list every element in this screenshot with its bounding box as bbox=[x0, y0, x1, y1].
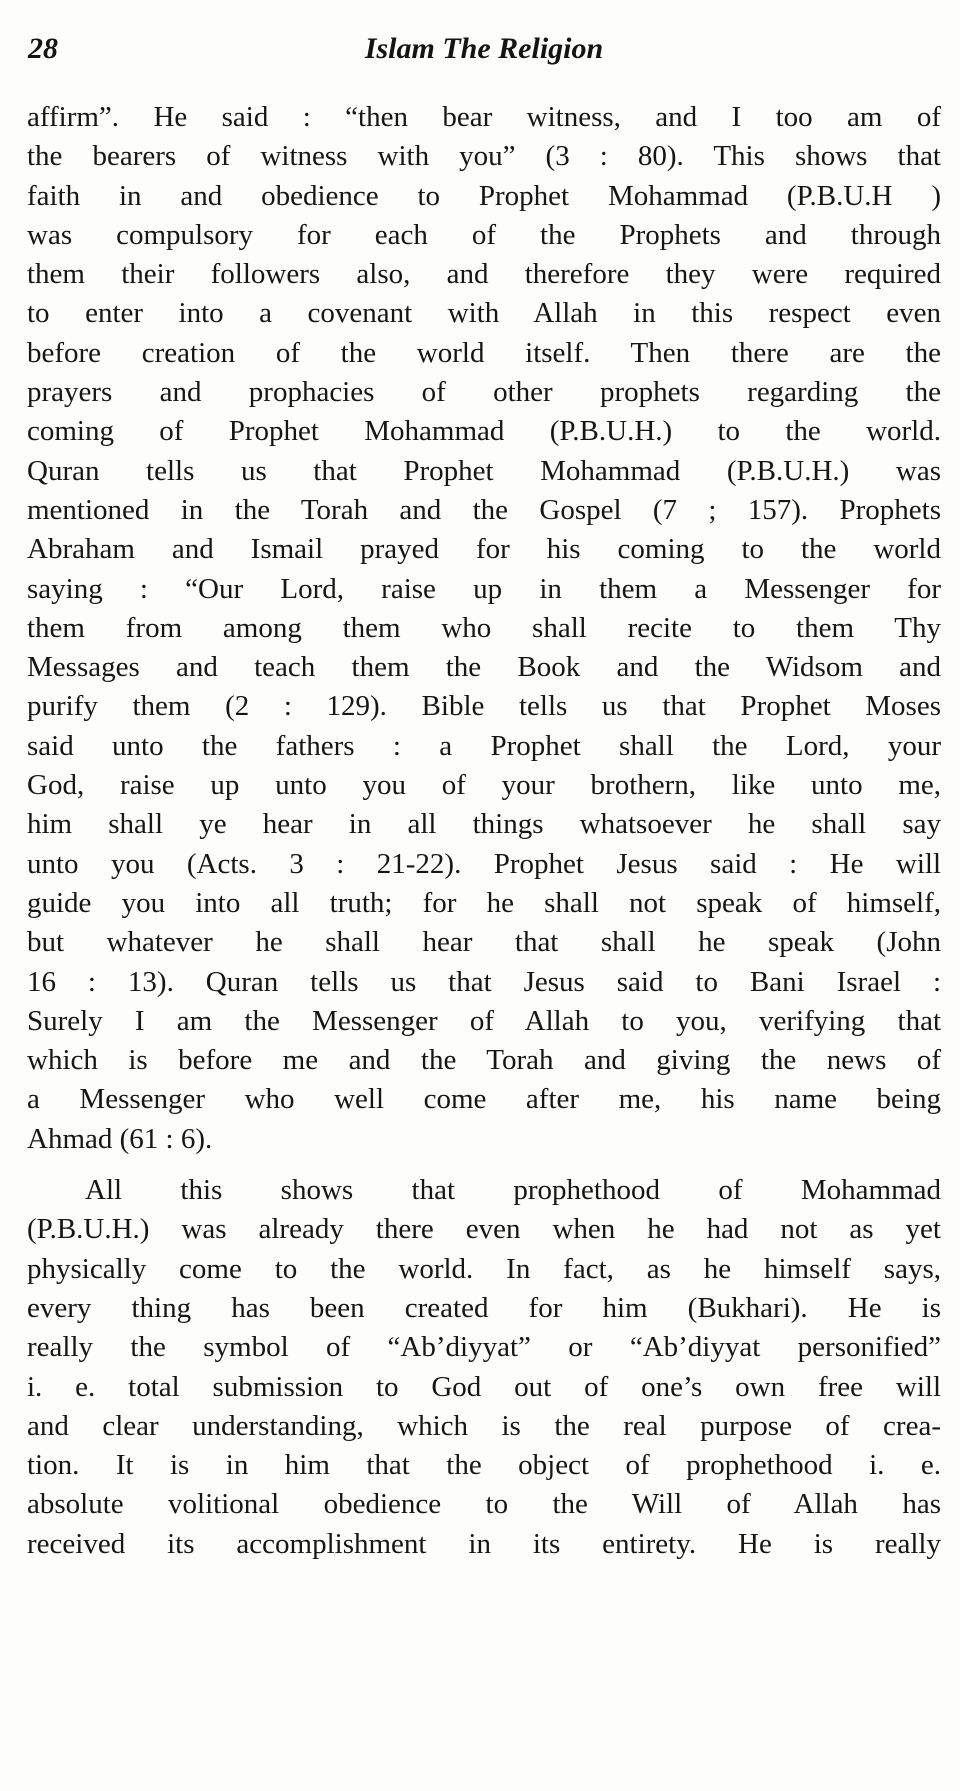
text-line: every thing has been created for him (Bukhari). He is bbox=[27, 1291, 941, 1324]
paragraph-1 bbox=[27, 98, 941, 1159]
text-line: them from among them who shall recite to them Thy bbox=[27, 611, 941, 644]
text-line: Abraham and Ismail prayed for his coming to the world bbox=[27, 533, 941, 566]
text-line: Ahmad (61 : 6). bbox=[27, 1122, 213, 1155]
text-line: received its accomplishment in its entirety. He is really bbox=[27, 1527, 941, 1560]
text-line: coming of Prophet Mohammad (P.B.U.H.) to the world. bbox=[27, 415, 941, 448]
text-line: 16 : 13). Quran tells us that Jesus said to Bani Israel : bbox=[27, 965, 941, 998]
text-line: God, raise up unto you of your brothern, like unto me, bbox=[27, 769, 941, 802]
text-line: before creation of the world itself. Then there are the bbox=[27, 336, 941, 369]
text-line: unto you (Acts. 3 : 21-22). Prophet Jesus said : He will bbox=[27, 847, 941, 880]
body-text bbox=[27, 98, 941, 1564]
page-number: 28 bbox=[28, 32, 58, 65]
text-line: All this shows that prophethood of Mohammad bbox=[85, 1174, 941, 1207]
text-line: which is before me and the Torah and giving the news of bbox=[27, 1044, 941, 1077]
text-line: was compulsory for each of the Prophets and through bbox=[27, 218, 941, 251]
text-line: a Messenger who well come after me, his name being bbox=[27, 1083, 941, 1116]
text-line: him shall ye hear in all things whatsoever he shall say bbox=[27, 808, 941, 841]
text-line: absolute volitional obedience to the Will of Allah has bbox=[27, 1488, 941, 1521]
text-line: said unto the fathers : a Prophet shall the Lord, your bbox=[27, 729, 941, 762]
running-title: Islam The Religion bbox=[364, 32, 604, 65]
text-line: (P.B.U.H.) was already there even when he had not as yet bbox=[27, 1213, 941, 1246]
paragraph-spacer bbox=[27, 1159, 941, 1171]
text-line: Messages and teach them the Book and the Widsom and bbox=[27, 651, 941, 684]
text-line: physically come to the world. In fact, as he himself says, bbox=[27, 1252, 941, 1285]
text-line: Quran tells us that Prophet Mohammad (P.B.U.H.) was bbox=[27, 454, 941, 487]
text-line: mentioned in the Torah and the Gospel (7 ; 157). Prophets bbox=[27, 493, 941, 526]
text-line: Surely I am the Messenger of Allah to you, verifying that bbox=[27, 1004, 941, 1037]
text-line: but whatever he shall hear that shall he speak (John bbox=[27, 926, 941, 959]
text-line: to enter into a covenant with Allah in this respect even bbox=[27, 297, 941, 330]
text-line: purify them (2 : 129). Bible tells us that Prophet Moses bbox=[27, 690, 941, 723]
text-line: guide you into all truth; for he shall not speak of himself, bbox=[27, 886, 941, 919]
text-line: them their followers also, and therefore they were required bbox=[27, 258, 941, 291]
paragraph-2 bbox=[27, 1171, 941, 1564]
text-line: the bearers of witness with you” (3 : 80). This shows that bbox=[27, 140, 941, 173]
text-line: faith in and obedience to Prophet Mohammad (P.B.U.H ) bbox=[27, 179, 941, 212]
running-head bbox=[24, 32, 944, 72]
text-line: affirm”. He said : “then bear witness, and I too am of bbox=[27, 101, 941, 133]
text-line: saying : “Our Lord, raise up in them a Messenger for bbox=[27, 572, 941, 605]
text-line: prayers and prophacies of other prophets regarding the bbox=[27, 376, 941, 409]
text-line: tion. It is in him that the object of prophethood i. e. bbox=[27, 1449, 941, 1482]
text-line: i. e. total submission to God out of one’s own free will bbox=[27, 1370, 941, 1403]
text-line: really the symbol of “Ab’diyyat” or “Ab’diyyat personified” bbox=[27, 1331, 941, 1364]
text-line: and clear understanding, which is the real purpose of crea- bbox=[27, 1409, 941, 1442]
